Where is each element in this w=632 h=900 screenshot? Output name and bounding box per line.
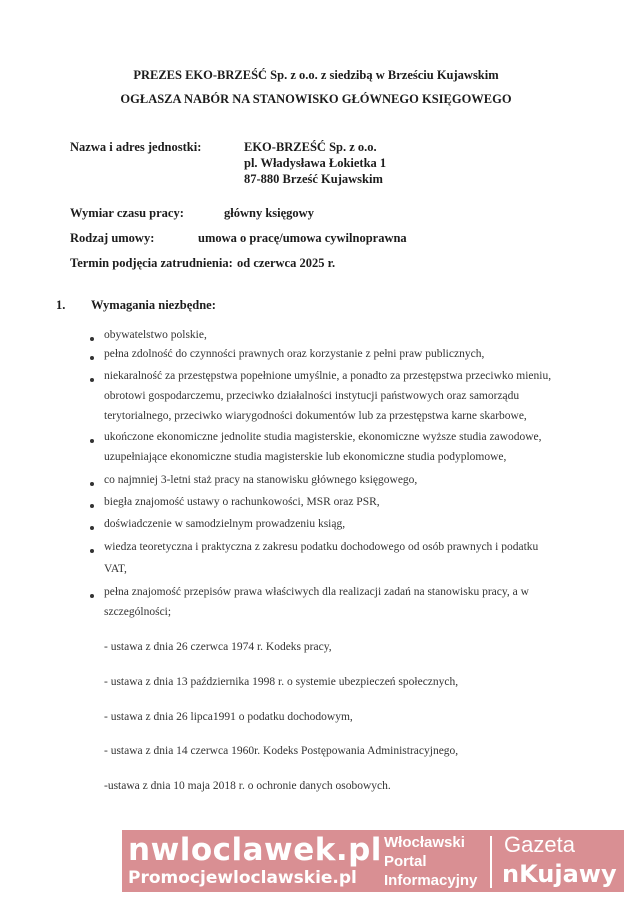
work-time-label: Wymiar czasu pracy: <box>70 206 184 220</box>
bullet-8-line-1: wiedza teoretyczna i praktyczna z zakresu podatku dochodowego od osób prawnych i podatku <box>104 541 539 553</box>
banner-gazeta: Gazeta <box>504 832 575 857</box>
header-line-2: OGŁASZA NABÓR NA STANOWISKO GŁÓWNEGO KSIĘGOWEGO <box>120 92 512 106</box>
bullet-6: biegła znajomość ustawy o rachunkowości, MSR oraz PSR, <box>104 496 380 508</box>
unit-street: pl. Władysława Łokietka 1 <box>244 156 387 170</box>
bullet-5: co najmniej 3-letni staż pracy na stanowisku głównego księgowego, <box>104 474 418 486</box>
section-number: 1. <box>56 298 66 312</box>
bullet-3-line-1: niekaralność za przestępstwa popełnione umyślnie, a ponadto za przestępstwa przeciwko mieniu, <box>104 370 552 382</box>
bullet-4-line-1: ukończone ekonomiczne jednolite studia magisterskie, ekonomiczne wyższe studia zawodowe, <box>104 431 542 443</box>
bullet-1: obywatelstwo polskie, <box>104 329 207 341</box>
bullet-icon <box>90 526 94 530</box>
bullet-4-line-2: uzupełniające ekonomiczne studia magisterskie lub ekonomiczne studia podyplomowe, <box>104 451 507 463</box>
bullet-9-line-1: pełna znajomość przepisów prawa właściwych dla realizacji zadań na stanowisku pracy, a w <box>104 586 529 598</box>
bullet-icon <box>90 356 94 360</box>
bullet-icon <box>90 549 94 553</box>
bullet-8-line-2: VAT, <box>104 563 127 575</box>
act-5: -ustawa z dnia 10 maja 2018 r. o ochronie danych osobowych. <box>104 780 391 792</box>
act-2: - ustawa z dnia 13 października 1998 r. o systemie ubezpieczeń społecznych, <box>104 676 459 688</box>
bullet-icon <box>90 594 94 598</box>
bullet-3-line-3: terytorialnego, przeciwko wiarygodności dokumentów lub za przestępstwa karne skarbowe, <box>104 410 527 422</box>
bullet-icon <box>90 504 94 508</box>
unit-label: Nazwa i adres jednostki: <box>70 140 202 154</box>
banner-portal-3: Informacyjny <box>384 872 478 889</box>
bullet-3-line-2: obrotowi gospodarczemu, przeciwko działalności instytucji państwowych oraz samorządu <box>104 390 520 402</box>
bullet-icon <box>90 439 94 443</box>
contract-label: Rodzaj umowy: <box>70 231 155 245</box>
start-value: od czerwca 2025 r. <box>237 256 336 270</box>
bullet-7: doświadczenie w samodzielnym prowadzeniu ksiąg, <box>104 518 346 530</box>
contract-value: umowa o pracę/umowa cywilnoprawna <box>198 231 407 245</box>
banner-portal-1: Włocławski <box>384 834 465 851</box>
header-line-1: PREZES EKO-BRZEŚĆ Sp. z o.o. z siedzibą w Brześciu Kujawskim <box>133 68 499 82</box>
banner-site: nwloclawek.pl <box>128 832 382 868</box>
bullet-9-line-2: szczególności; <box>104 606 172 618</box>
act-1: - ustawa z dnia 26 czerwca 1974 r. Kodeks pracy, <box>104 641 332 653</box>
banner-divider <box>490 836 492 888</box>
act-4: - ustawa z dnia 14 czerwca 1960r. Kodeks Postępowania Administracyjnego, <box>104 745 459 757</box>
bullet-icon <box>90 482 94 486</box>
section-title: Wymagania niezbędne: <box>91 298 216 312</box>
banner-portal-2: Portal <box>384 853 427 870</box>
act-3: - ustawa z dnia 26 lipca1991 o podatku dochodowym, <box>104 711 353 723</box>
banner-brand: nKujawy <box>502 860 617 888</box>
watermark-banner <box>122 830 624 892</box>
unit-city: 87-880 Brześć Kujawskim <box>244 172 383 186</box>
work-time-value: główny księgowy <box>224 206 314 220</box>
banner-promo: Promocjewloclawskie.pl <box>128 868 357 888</box>
unit-name: EKO-BRZEŚĆ Sp. z o.o. <box>244 140 377 154</box>
bullet-icon <box>90 337 94 341</box>
bullet-icon <box>90 378 94 382</box>
start-label: Termin podjęcia zatrudnienia: <box>70 256 233 270</box>
bullet-2: pełna zdolność do czynności prawnych oraz korzystanie z pełni praw publicznych, <box>104 348 485 360</box>
